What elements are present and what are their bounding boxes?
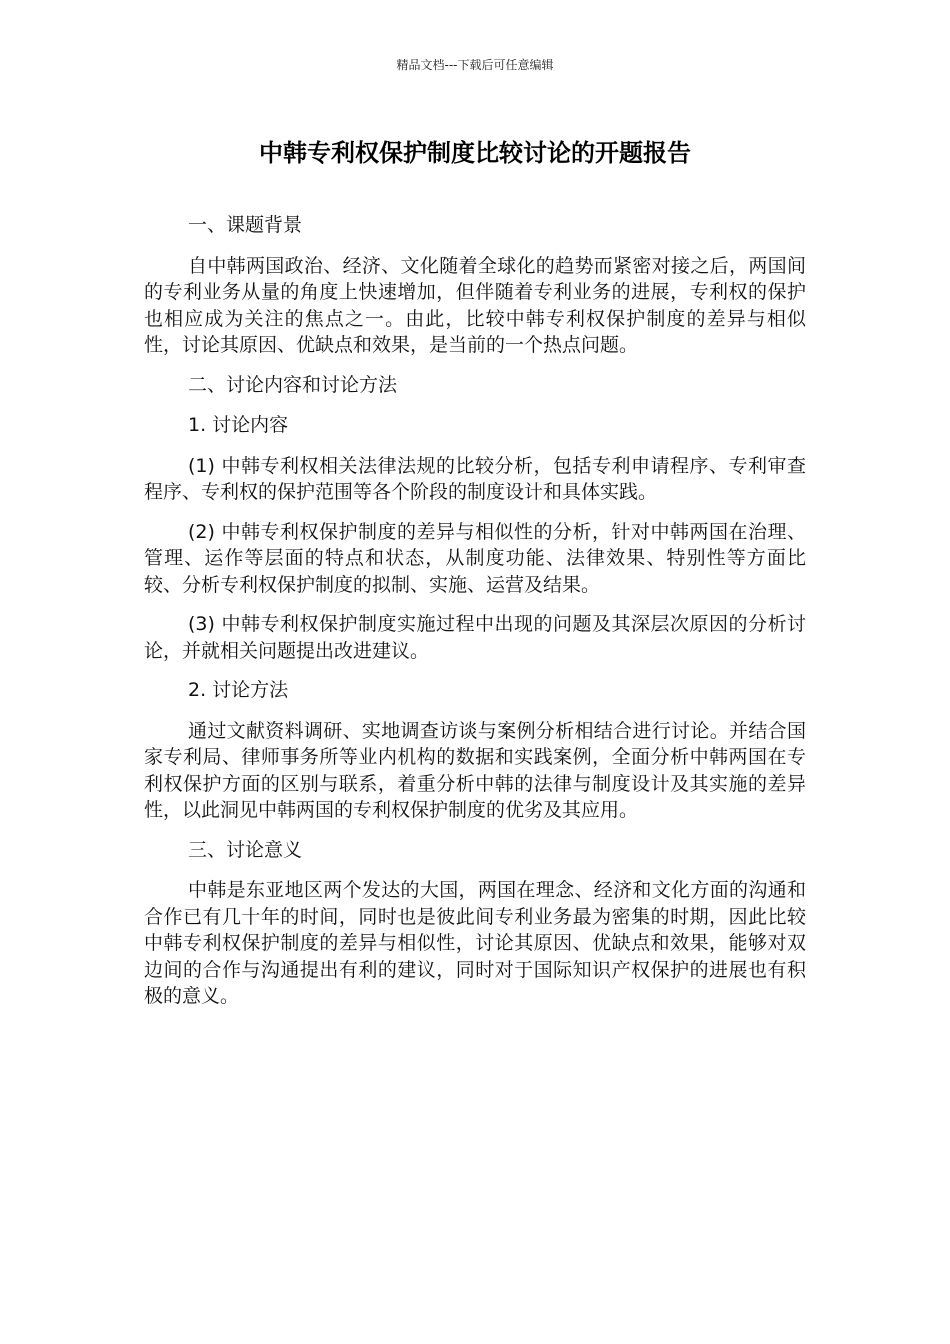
- subheading-method: 2. 讨论方法: [188, 679, 289, 701]
- paragraph-content-2: (2) 中韩专利权保护制度的差异与相似性的分析，针对中韩两国在治理、管理、运作等层面的特点和状态，从制度功能、法律效果、特别性等方面比较、分析专利权保护制度的拟制、实施、运营及结果。: [144, 520, 806, 596]
- section-heading-significance: 三、讨论意义: [188, 838, 303, 861]
- subheading-content: 1. 讨论内容: [188, 414, 289, 436]
- document-body: [144, 212, 806, 1023]
- paragraph-significance: 中韩是东亚地区两个发达的大国，两国在理念、经济和文化方面的沟通和合作已有几十年的时间，同时也是彼此间专利业务最为密集的时期，因此比较中韩专利权保护制度的差异与相似性，讨论其原因、优缺点和效果，能够对双边间的合作与沟通提出有利的建议，同时对于国际知识产权保护的进展也有积极的意义。: [144, 879, 806, 1007]
- page-header: 精品文档---下载后可任意编辑: [396, 58, 554, 72]
- section-heading-background: 一、课题背景: [188, 214, 303, 236]
- document-title: 中韩专利权保护制度比较讨论的开题报告: [259, 139, 691, 167]
- paragraph-content-1: (1) 中韩专利权相关法律法规的比较分析，包括专利申请程序、专利审查程序、专利权的保护范围等各个阶段的制度设计和具体实践。: [144, 454, 806, 503]
- paragraph-background: 自中韩两国政治、经济、文化随着全球化的趋势而紧密对接之后，两国间的专利业务从量的角度上快速增加，但伴随着专利业务的进展，专利权的保护也相应成为关注的焦点之一。由此，比较中韩专利权保护制度的差异与相似性，讨论其原因、优缺点和效果，是当前的一个热点问题。: [144, 254, 806, 356]
- paragraph-content-3: (3) 中韩专利权保护制度实施过程中出现的问题及其深层次原因的分析讨论，并就相关问题提出改进建议。: [144, 613, 806, 662]
- section-heading-content-method: 二、讨论内容和讨论方法: [188, 373, 398, 396]
- paragraph-method: 通过文献资料调研、实地调查访谈与案例分析相结合进行讨论。并结合国家专利局、律师事务所等业内机构的数据和实践案例，全面分析中韩两国在专利权保护方面的区别与联系，着重分析中韩的法律与制度设计及其实施的差异性，以此洞见中韩两国的专利权保护制度的优劣及其应用。: [144, 719, 806, 821]
